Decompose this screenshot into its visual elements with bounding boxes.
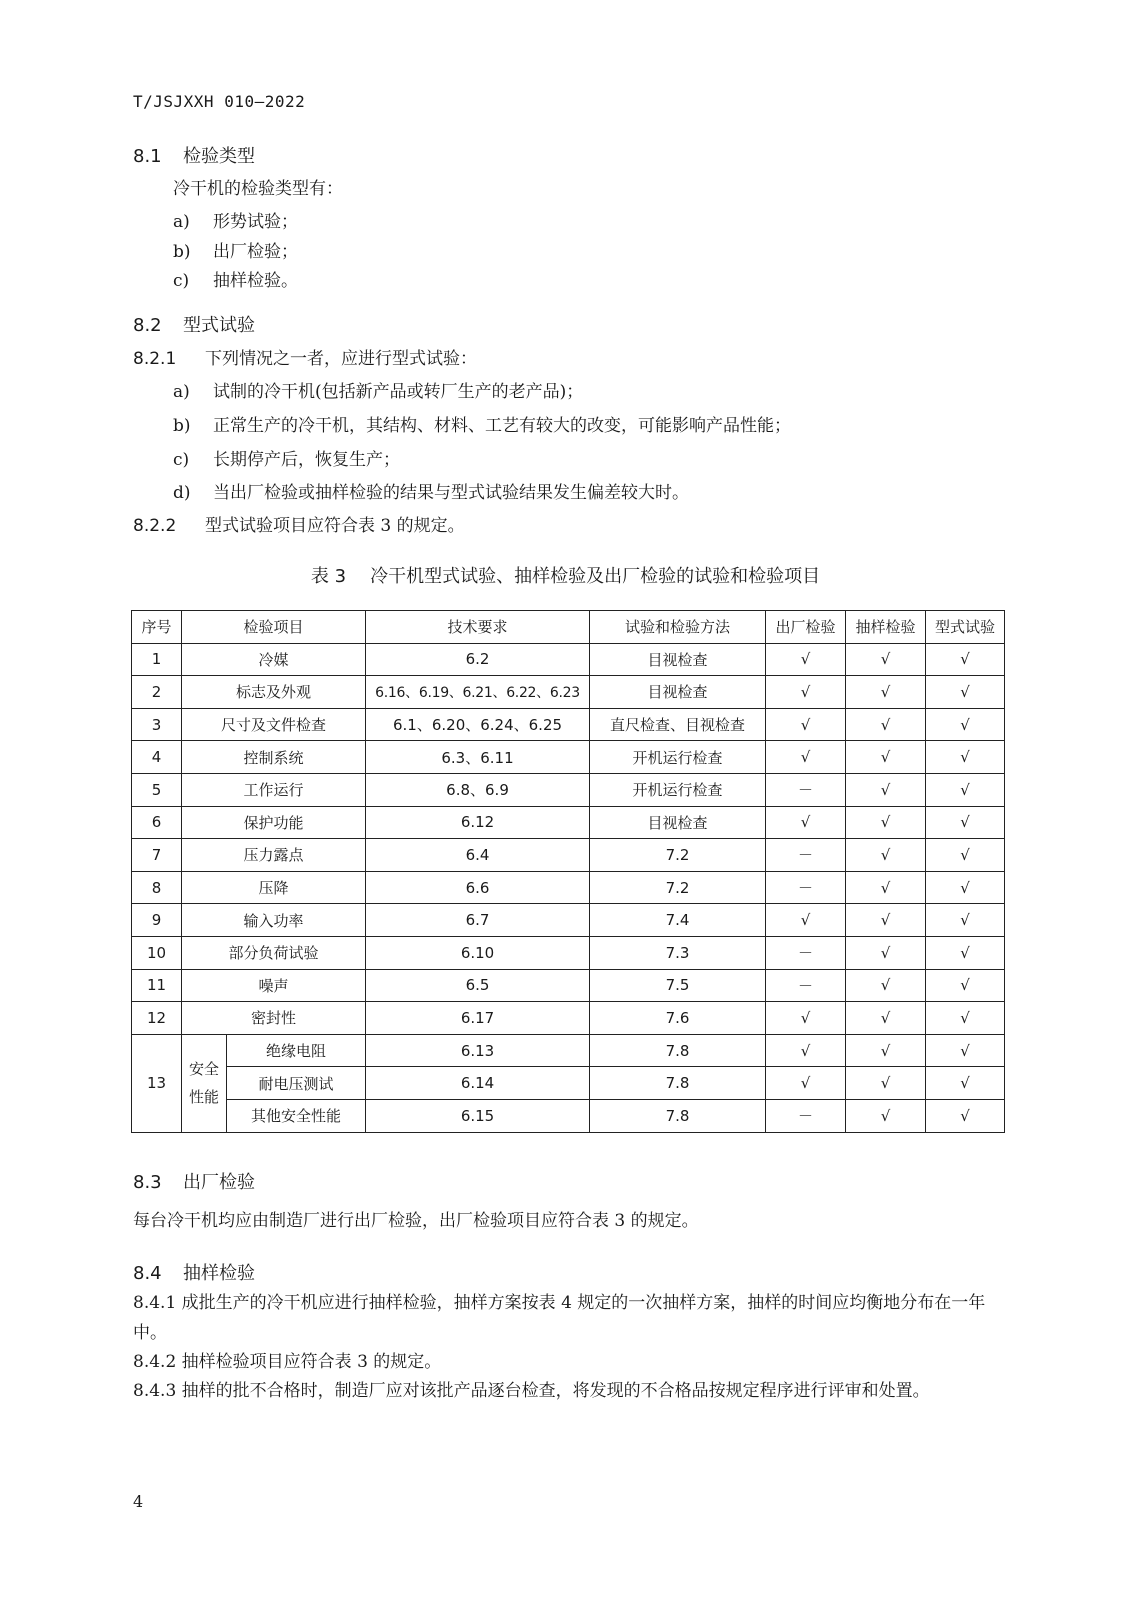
section-8-1-heading xyxy=(133,142,255,168)
table-row: 3 尺寸及文件检查 6.1、6.20、6.24、6.25 直尺检查、目视检查 √ √ √ xyxy=(132,708,1005,741)
header-cell: 技术要求 xyxy=(366,611,590,644)
header-cell: 出厂检验 xyxy=(766,611,846,644)
table-row: 7 压力露点 6.4 7.2 － √ √ xyxy=(132,839,1005,872)
section-number: 8.4 xyxy=(133,1263,162,1284)
table-header-row xyxy=(132,611,1005,644)
table-row: 8 压降 6.6 7.2 － √ √ xyxy=(132,871,1005,904)
table-number: 表 3 xyxy=(310,566,347,587)
table-row: 其他安全性能 6.15 7.8 － √ √ xyxy=(132,1099,1005,1132)
section-title: 检验类型 xyxy=(183,146,255,167)
section-8-3-heading xyxy=(133,1168,255,1194)
list-item: a) 试制的冷干机(包括新产品或转厂生产的老产品)； xyxy=(173,382,584,402)
header-cell: 检验项目 xyxy=(182,611,366,644)
table-row: 4 控制系统 6.3、6.11 开机运行检查 √ √ √ xyxy=(132,741,1005,774)
table-row: 10 部分负荷试验 6.10 7.3 － √ √ xyxy=(132,936,1005,969)
section-number: 8.1 xyxy=(133,146,162,167)
table-row: 1 冷媒 6.2 目视检查 √ √ √ xyxy=(132,643,1005,676)
section-8-2-1: 8.2.1 下列情况之一者，应进行型式试验： xyxy=(133,349,477,369)
clause-8-4-3: 8.4.3 抽样的批不合格时，制造厂应对该批产品逐台检查，将发现的不合格品按规定程序进行评审和处置。 xyxy=(133,1381,930,1401)
section-number: 8.3 xyxy=(133,1172,162,1193)
document-code: T/JSJXXH 010—2022 xyxy=(133,92,306,111)
section-8-1-intro: 冷干机的检验类型有： xyxy=(173,179,343,199)
section-title: 出厂检验 xyxy=(183,1172,255,1193)
section-title: 抽样检验 xyxy=(183,1263,255,1284)
table-row: 11 噪声 6.5 7.5 － √ √ xyxy=(132,969,1005,1002)
section-8-4-heading xyxy=(133,1259,255,1285)
page-number: 4 xyxy=(133,1492,144,1511)
header-cell: 型式试验 xyxy=(926,611,1005,644)
clause-8-4-1: 8.4.1 成批生产的冷干机应进行抽样检验，抽样方案按表 4 规定的一次抽样方案，抽样的时间应均衡地分布在一年中。 xyxy=(133,1293,986,1343)
header-cell: 抽样检验 xyxy=(846,611,926,644)
table-row: 5 工作运行 6.8、6.9 开机运行检查 － √ √ xyxy=(132,773,1005,806)
list-item: c) 长期停产后，恢复生产； xyxy=(173,450,400,470)
inspection-items-table xyxy=(131,610,1005,1133)
clause-number: 8.2.2 xyxy=(133,516,177,536)
clause-8-4-2: 8.4.2 抽样检验项目应符合表 3 的规定。 xyxy=(133,1352,442,1372)
table-row: 13 安全性能 绝缘电阻 6.13 7.8 √ √ √ xyxy=(132,1034,1005,1067)
header-cell: 试验和检验方法 xyxy=(590,611,766,644)
section-title: 型式试验 xyxy=(183,315,255,336)
list-item: b) 出厂检验； xyxy=(173,242,298,262)
list-item: d) 当出厂检验或抽样检验的结果与型式试验结果发生偏差较大时。 xyxy=(173,483,689,503)
list-item: a) 形势试验； xyxy=(173,212,298,232)
group-label-cell: 安全性能 xyxy=(182,1034,227,1132)
section-number: 8.2 xyxy=(133,315,162,336)
table-title: 冷干机型式试验、抽样检验及出厂检验的试验和检验项目 xyxy=(370,566,821,587)
table-row: 9 输入功率 6.7 7.4 √ √ √ xyxy=(132,904,1005,937)
table-row: 耐电压测试 6.14 7.8 √ √ √ xyxy=(132,1067,1005,1100)
section-8-3-text: 每台冷干机均应由制造厂进行出厂检验，出厂检验项目应符合表 3 的规定。 xyxy=(133,1211,699,1231)
section-8-2-2: 8.2.2 型式试验项目应符合表 3 的规定。 xyxy=(133,516,465,536)
list-item: b) 正常生产的冷干机，其结构、材料、工艺有较大的改变，可能影响产品性能； xyxy=(173,416,791,436)
table-row: 12 密封性 6.17 7.6 √ √ √ xyxy=(132,1002,1005,1035)
clause-number: 8.4.3 xyxy=(133,1381,177,1401)
table-row: 2 标志及外观 6.16、6.19、6.21、6.22、6.23 目视检查 √ √ √ xyxy=(132,676,1005,709)
group-number-cell: 13 xyxy=(132,1034,182,1132)
table-row: 6 保护功能 6.12 目视检查 √ √ √ xyxy=(132,806,1005,839)
header-cell: 序号 xyxy=(132,611,182,644)
table-caption xyxy=(0,562,1131,588)
clause-number: 8.2.1 xyxy=(133,349,177,369)
list-item: c) 抽样检验。 xyxy=(173,271,298,291)
clause-number: 8.4.1 xyxy=(133,1293,177,1313)
clause-number: 8.4.2 xyxy=(133,1352,177,1372)
section-8-2-heading xyxy=(133,311,255,337)
